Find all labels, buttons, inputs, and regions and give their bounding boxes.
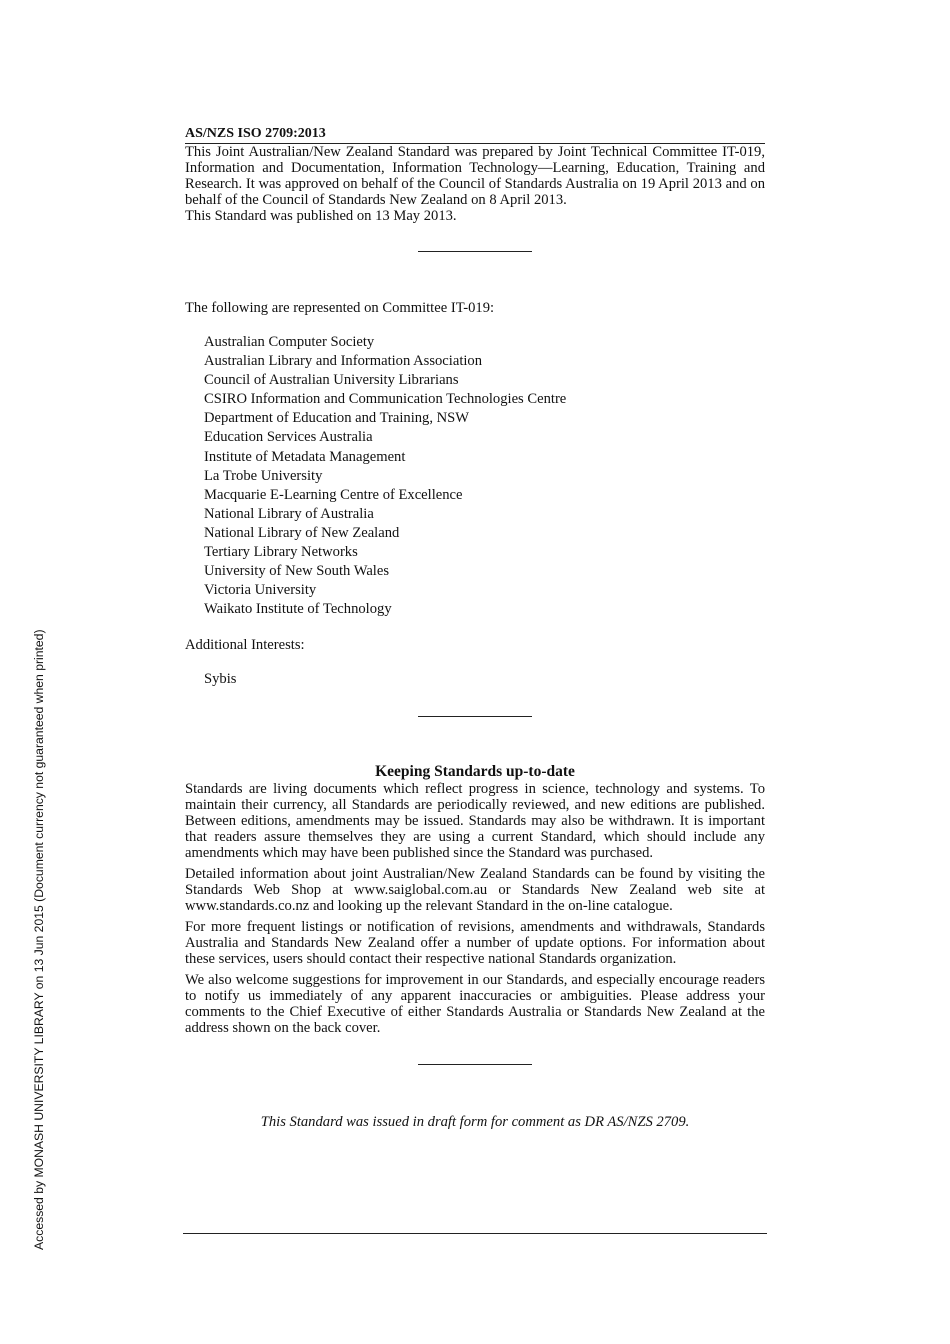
keeping-up-to-date-heading: Keeping Standards up-to-date <box>375 763 575 781</box>
list-item: Council of Australian University Librarians <box>204 372 459 389</box>
keeping-paragraph-2: Detailed information about joint Australian/New Zealand Standards can be found by visiting the Standards Web Shop at www.saiglobal.com.au or Standards New Zealand web site at www.standards.co.nz and looking up the relevant Standard in the on-line catalogue. <box>185 866 765 915</box>
document-identifier: AS/NZS ISO 2709:2013 <box>185 126 326 141</box>
list-item: Tertiary Library Networks <box>204 544 358 561</box>
list-item: University of New South Wales <box>204 563 390 580</box>
draft-note: This Standard was issued in draft form for comment as DR AS/NZS 2709. <box>260 1114 690 1131</box>
preparation-paragraph: This Joint Australian/New Zealand Standard was prepared by Joint Technical Committee IT-019, Information and Documentation, Information Technology—Learning, Education, Training and Research. It was approved on behalf of the Council of Standards Australia on 19 April 2013 and on behalf of the Council of Standards New Zealand on 8 April 2013. <box>185 144 765 208</box>
list-item: CSIRO Information and Communication Technologies Centre <box>204 391 567 408</box>
list-item: La Trobe University <box>204 467 323 484</box>
list-item: Sybis <box>204 671 237 688</box>
keeping-paragraph-3: For more frequent listings or notification of revisions, amendments and withdrawals, Standards Australia and Standards New Zealand offer a number of update options. For information about these services, users should contact their respective national Standards organization. <box>185 919 765 968</box>
document-page <box>185 126 765 1131</box>
section-separator <box>418 251 532 252</box>
list-item: National Library of New Zealand <box>204 524 400 541</box>
list-item: National Library of Australia <box>204 505 374 522</box>
section-separator <box>418 716 532 717</box>
committee-member-list <box>185 333 765 619</box>
list-item: Macquarie E-Learning Centre of Excellence <box>204 486 463 503</box>
list-item: Australian Library and Information Association <box>204 353 483 370</box>
additional-interests-heading: Additional Interests: <box>185 637 305 654</box>
footer-rule <box>183 1233 767 1234</box>
section-separator <box>418 1064 532 1065</box>
committee-intro: The following are represented on Committee IT-019: <box>185 300 495 316</box>
keeping-paragraph-4: We also welcome suggestions for improvement in our Standards, and especially encourage readers to notify us immediately of any apparent inaccuracies or ambiguities. Please address your comments to the Chief Executive of either Standards Australia or Standards New Zealand at the address shown on the back cover. <box>185 972 765 1037</box>
list-item: Australian Computer Society <box>204 334 375 350</box>
additional-interests-list <box>185 670 765 689</box>
list-item: Department of Education and Training, NSW <box>204 410 470 427</box>
access-watermark: Accessed by MONASH UNIVERSITY LIBRARY on 13 Jun 2015 (Document currency not guaranteed when printed) <box>32 629 46 1250</box>
keeping-paragraph-1: Standards are living documents which reflect progress in science, technology and systems. To maintain their currency, all Standards are periodically reviewed, and new editions are published. Between editions, amendments may be issued. Standards may also be withdrawn. It is important that readers assure themselves they are using a current Standard, which should include any amendments which may have been published since the Standard was purchased. <box>185 781 765 862</box>
list-item: Institute of Metadata Management <box>204 448 406 465</box>
publication-line: This Standard was published on 13 May 2013. <box>185 208 457 224</box>
list-item: Education Services Australia <box>204 429 373 446</box>
list-item: Victoria University <box>204 582 317 599</box>
list-item: Waikato Institute of Technology <box>204 601 392 618</box>
